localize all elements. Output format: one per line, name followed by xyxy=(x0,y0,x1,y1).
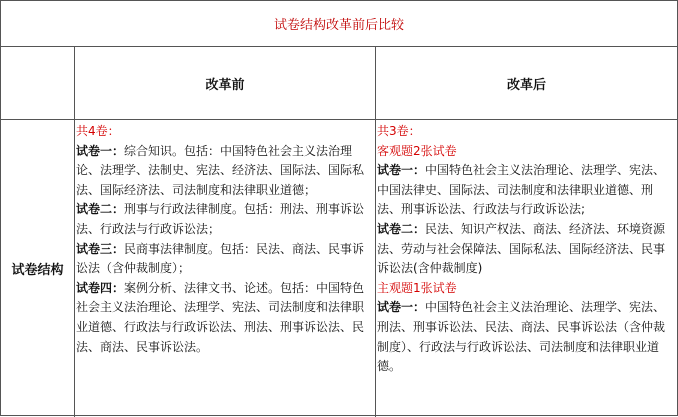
table-title: 试卷结构改革前后比较 xyxy=(1,1,677,47)
paper-label: 试卷一： xyxy=(377,300,426,315)
header-after: 改革后 xyxy=(506,77,546,93)
column-divider xyxy=(375,47,376,417)
subjective-section-label: 主观题1张试卷 xyxy=(377,280,457,295)
paper-item xyxy=(377,298,676,376)
paper-text: 民商事法律制度。包括：民法、商法、民事诉讼法（含仲裁制度）； xyxy=(76,241,365,276)
cell-before xyxy=(76,122,373,357)
paper-item xyxy=(76,142,373,201)
paper-label: 试卷二： xyxy=(377,221,426,236)
paper-label: 试卷一： xyxy=(76,143,125,158)
objective-section-label: 客观题2张试卷 xyxy=(377,143,457,158)
paper-item xyxy=(76,240,373,279)
paper-text: 综合知识。包括：中国特色社会主义法治理论、法理学、法制史、宪法、经济法、国际法、国际私法、国际经济法、司法制度和法律职业道德； xyxy=(76,143,365,197)
paper-text: 中国特色社会主义法治理论、法理学、宪法、中国法律史、国际法、司法制度和法律职业道德、刑法、刑事诉讼法、行政法与行政诉讼法; xyxy=(377,163,666,217)
paper-item xyxy=(76,279,373,357)
paper-text: 中国特色社会主义法治理论、法理学、宪法、刑法、刑事诉讼法、民法、商法、民事诉讼法（含仲裁制度）、行政法与行政诉讼法、司法制度和法律职业道德。 xyxy=(377,300,666,374)
cell-after xyxy=(377,122,676,377)
paper-text: 刑事与行政法律制度。包括：刑法、刑事诉讼法、行政法与行政诉讼法； xyxy=(76,202,365,236)
paper-label: 试卷二： xyxy=(76,202,125,217)
paper-label: 试卷四： xyxy=(76,280,125,295)
paper-text: 案例分析、法律文书、论述。包括：中国特色社会主义法治理论、法理学、宪法、司法制度和法律职业道德、行政法与行政诉讼法、刑法、刑事诉讼法、民法、商法、民事诉讼法。 xyxy=(76,280,365,354)
total-papers-after: 共3卷： xyxy=(377,124,421,138)
paper-text: 民法、知识产权法、商法、经济法、环境资源法、劳动与社会保障法、国际私法、国际经济法、民事诉讼法(含仲裁制度) xyxy=(377,221,666,276)
paper-item xyxy=(76,200,373,239)
paper-item xyxy=(377,161,676,220)
paper-label: 试卷一： xyxy=(377,163,426,178)
paper-label: 试卷三： xyxy=(76,241,125,256)
header-before: 改革前 xyxy=(205,77,245,93)
column-divider xyxy=(74,47,75,417)
paper-item xyxy=(377,220,676,279)
total-papers-before: 共4卷： xyxy=(76,124,120,138)
header-row xyxy=(1,47,677,120)
row-label: 试卷结构 xyxy=(11,263,64,278)
